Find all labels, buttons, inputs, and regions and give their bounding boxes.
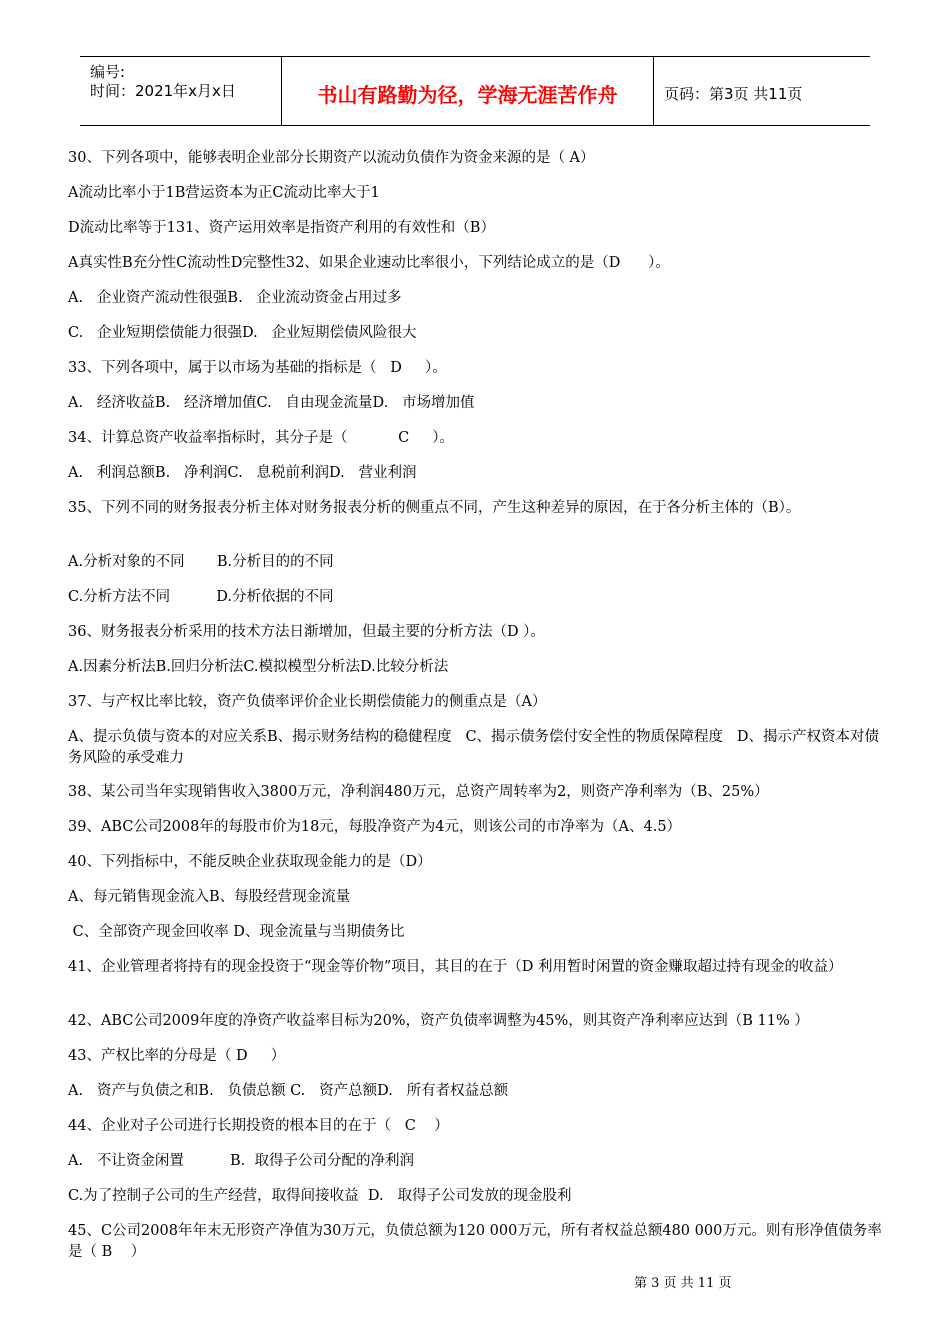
question-33-options: A. 经济收益B. 经济增加值C. 自由现金流量D. 市场增加值: [68, 395, 475, 411]
question-34-options: A. 利润总额B. 净利润C. 息税前利润D. 营业利润: [68, 465, 417, 481]
page-footer: 第 3 页 共 11 页: [634, 1276, 732, 1291]
question-33: 33、下列各项中，属于以市场为基础的指标是（ D ）。: [68, 360, 447, 376]
question-43: 43、产权比率的分母是（ D ）: [68, 1048, 286, 1064]
question-31-32: A真实性B充分性C流动性D完整性32、如果企业速动比率很小，下列结论成立的是（D ）。: [68, 255, 670, 271]
question-37: 37、与产权比率比较，资产负债率评价企业长期偿债能力的侧重点是（A）: [68, 694, 547, 710]
question-40: 40、下列指标中，不能反映企业获取现金能力的是（D）: [68, 854, 432, 870]
question-32-options-cd: C. 企业短期偿债能力很强D. 企业短期偿债风险很大: [68, 325, 417, 341]
question-40-options-cd: C、全部资产现金回收率 D、现金流量与当期债务比: [68, 924, 405, 940]
question-38: 38、某公司当年实现销售收入3800万元，净利润480万元，总资产周转率为2，则资产净利率为（B、25%）: [68, 784, 769, 800]
question-36: 36、财务报表分析采用的技术方法日渐增加，但最主要的分析方法（D ）。: [68, 624, 545, 640]
header-page-number: 页码：第3页 共11页: [664, 85, 803, 103]
question-44-options-cd: C.为了控制子公司的生产经营，取得间接收益 D. 取得子公司发放的现金股利: [68, 1188, 572, 1204]
question-30-31: D流动比率等于131、资产运用效率是指资产利用的有效性和（B）: [68, 220, 495, 236]
question-44: 44、企业对子公司进行长期投资的根本目的在于（ C ）: [68, 1118, 449, 1134]
question-36-options: A.因素分析法B.回归分析法C.模拟模型分析法D.比较分析法: [68, 659, 449, 675]
question-41: 41、企业管理者将持有的现金投资于“现金等价物”项目，其目的在于（D 利用暂时闲置的资金赚取超过持有现金的收益）: [68, 959, 843, 975]
header-meta-cell: [80, 57, 282, 125]
question-32-options-ab: A. 企业资产流动性很强B. 企业流动资金占用过多: [68, 290, 402, 306]
header-motto-cell: [282, 57, 654, 125]
header-page-cell: [654, 57, 870, 125]
question-30: 30、下列各项中，能够表明企业部分长期资产以流动负债作为资金来源的是（ A）: [68, 150, 595, 166]
question-39: 39、ABC公司2008年的每股市价为18元，每股净资产为4元，则该公司的市净率为（A、4.5）: [68, 819, 682, 835]
question-42: 42、ABC公司2009年度的净资产收益率目标为20%，资产负债率调整为45%，则其资产净利率应达到（B 11% ）: [68, 1013, 809, 1029]
header-motto: 书山有路勤为径，学海无涯苦作舟: [317, 83, 618, 107]
question-30-options-a: A流动比率小于1B营运资本为正C流动比率大于1: [68, 185, 380, 201]
question-45: 45、C公司2008年年末无形资产净值为30万元，负债总额为120 000万元，所有者权益总额480 000万元。则有形净值债务率是（ B ）: [68, 1223, 882, 1260]
question-35: 35、下列不同的财务报表分析主体对财务报表分析的侧重点不同，产生这种差异的原因，在于各分析主体的（B）。: [68, 500, 801, 516]
question-35-options-cd: C.分析方法不同 D.分析依据的不同: [68, 589, 334, 605]
question-44-options-ab: A. 不让资金闲置 B. 取得子公司分配的净利润: [68, 1153, 414, 1169]
question-37-options: A、提示负债与资本的对应关系B、揭示财务结构的稳健程度 C、揭示债务偿付安全性的物质保障程度 D、揭示产权资本对债务风险的承受难力: [68, 729, 879, 766]
question-40-options-ab: A、每元销售现金流入B、每股经营现金流量: [68, 889, 351, 905]
page-header: [80, 56, 870, 126]
question-43-options: A. 资产与负债之和B. 负债总额 C. 资产总额D. 所有者权益总额: [68, 1083, 509, 1099]
question-35-options-ab: A.分析对象的不同 B.分析目的的不同: [68, 554, 334, 570]
question-34: 34、计算总资产收益率指标时，其分子是（ C ）。: [68, 430, 455, 446]
document-time-label: 时间：2021年x月x日: [90, 82, 236, 100]
document-number-label: 编号:: [90, 63, 126, 81]
